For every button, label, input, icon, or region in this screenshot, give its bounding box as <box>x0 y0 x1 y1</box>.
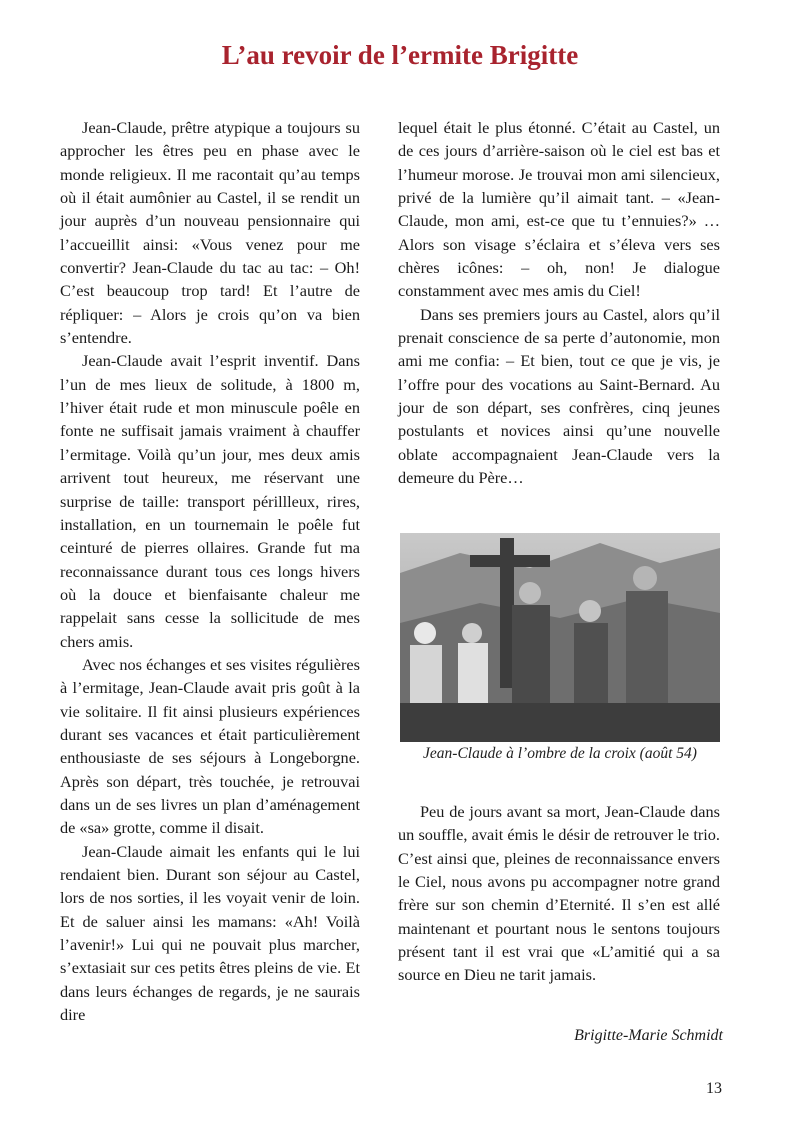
photo-image <box>400 533 720 742</box>
article-title: L’au revoir de l’ermite Brigitte <box>221 40 579 70</box>
group-photo <box>400 533 720 742</box>
paragraph: Dans ses premiers jours au Castel, alors qu’il prenait conscience de sa perte d’autonomie, mon ami me confia: – Et bien, tout ce que je vis, je l’offre pour des vocations au Saint-Bernard. Au jour de son départ, ses confrères, cinq jeunes postulants et novices ainsi qu’une nouvelle oblate accompagnaient Jean-Claude vers la demeure du Père… <box>398 304 720 488</box>
author-signature: Brigitte-Marie Schmidt <box>574 1027 723 1044</box>
paragraph: Avec nos échanges et ses visites régulières à l’ermitage, Jean-Claude avait pris goût à la vie solitaire. Il fit ainsi plusieurs expériences durant ses vacances et était particulièrement enthousiaste de ses séjours à Longeborgne. Après son départ, très touchée, je retrouvai dans un de ses livres un plan d’aménagement de «sa» grotte, comme il disait. <box>60 654 360 838</box>
photo-caption: Jean-Claude à l’ombre de la croix (août 54) <box>423 745 697 762</box>
left-column <box>60 116 360 1026</box>
page-number: 13 <box>706 1080 722 1097</box>
right-column-top <box>398 116 720 490</box>
paragraph: Peu de jours avant sa mort, Jean-Claude dans un souffle, avait émis le désir de retrouver le trio. C’est ainsi que, pleines de reconnaissance envers le Ciel, nous avons pu accompagner notre grand frère sur son chemin d’Eternité. Il s’en est allé maintenant et pourtant nous le sentons toujours présent tant il est vrai que «L’amitié qui a sa source en Dieu ne tarit jamais. <box>398 802 720 985</box>
right-column-bottom <box>398 800 720 987</box>
paragraph: Jean-Claude, prêtre atypique a toujours su approcher les êtres peu en phase avec le monde religieux. Il me racontait qu’au temps où il était aumônier au Castel, il se rendit un jour auprès d’un nouveau pensionnaire qui l’accueillit ainsi: «Vous venez pour me convertir? Jean-Claude du tac au tac: – Oh! C’est beaucoup trop tard! Et l’autre de répliquer: – Alors je crois qu’on va bien s’entendre. <box>60 118 360 348</box>
paragraph: Jean-Claude avait l’esprit inventif. Dans l’un de mes lieux de solitude, à 1800 m, l’hiver était rude et mon minuscule poêle en fonte ne suffisait jamais vraiment à chauffer l’ermitage. Voilà qu’un jour, mes deux amis arrivent tout heureux, me réservant une surprise de taille: transport périllleux, rires, installation, en un tournemain le poêle fut ceinturé de pierres ollaires. Grande fut ma reconnaissance durant tous ces longs hivers où la douce et bienfaisante chaleur me rappelait sans cesse la sollicitude de mes chers amis. <box>60 351 360 651</box>
paragraph: lequel était le plus étonné. C’était au Castel, un de ces jours d’arrière-saison où le ciel est bas et l’humeur morose. Je trouvai mon ami silencieux, privé de la lumière qu’il aimait tant. – «Jean-Claude, mon ami, est-ce que tu t’ennuies?» … Alors son visage s’éclaira et s’éleva vers ses chères icônes: – oh, non! Je dialogue constamment avec mes amis du Ciel! <box>398 118 720 301</box>
paragraph: Jean-Claude aimait les enfants qui le lui rendaient bien. Durant son séjour au Castel, lors de nos sorties, il les voyait venir de loin. Et de saluer ainsi les mamans: «Ah! Voilà l’avenir!» Lui qui ne pouvait plus marcher, s’extasiait sur ces petits êtres pleins de vie. Et dans leurs échanges de regards, je ne saurais dire <box>60 841 360 1025</box>
